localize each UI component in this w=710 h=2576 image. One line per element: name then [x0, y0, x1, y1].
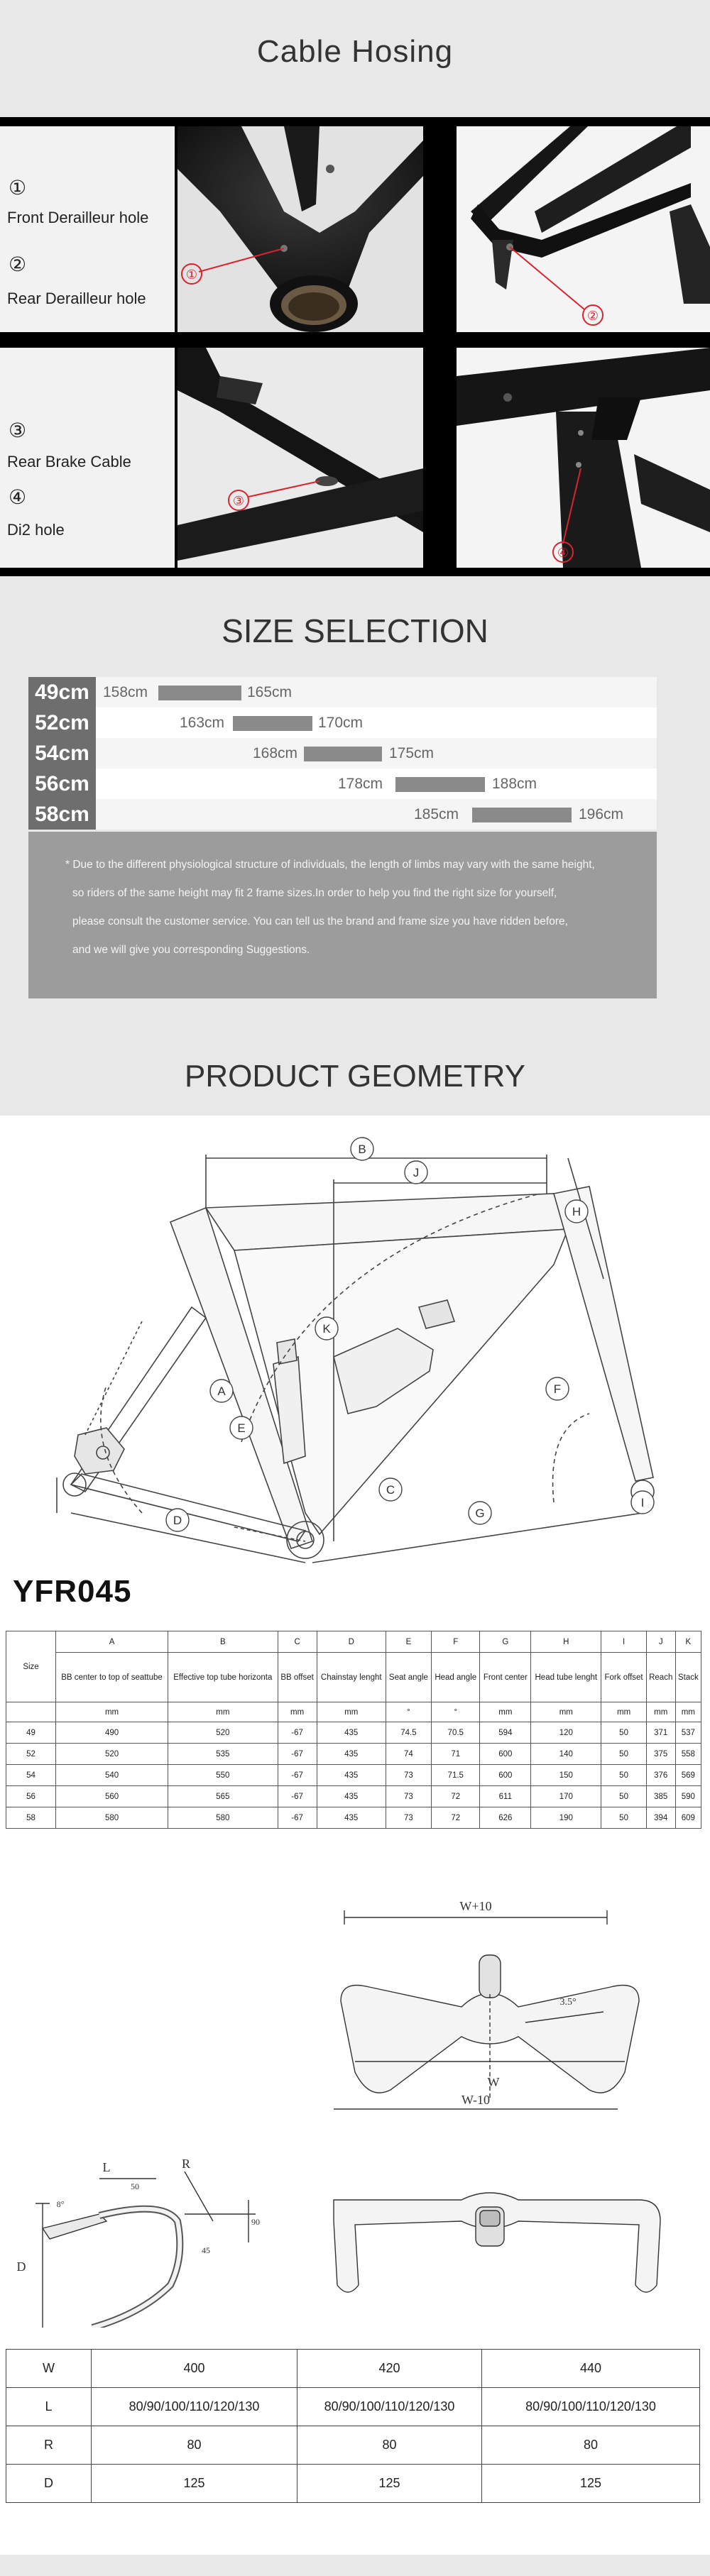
product-geometry-title: PRODUCT GEOMETRY: [185, 1059, 525, 1094]
cell: 71.5: [432, 1765, 480, 1786]
table-row: [6, 1744, 701, 1765]
cell: 125: [482, 2465, 700, 2503]
col-header: Effective top tube horizonta: [168, 1653, 278, 1702]
height-range-bar: [304, 747, 382, 761]
dim-45: 45: [202, 2245, 210, 2255]
cell: 565: [168, 1786, 278, 1807]
col-header: Stack: [675, 1653, 701, 1702]
callout-3-symbol: ③: [9, 419, 27, 441]
geo-label-d: D: [173, 1514, 182, 1527]
cell: 80: [92, 2426, 297, 2465]
col-header: Chainstay lenght: [317, 1653, 386, 1702]
cell: -67: [278, 1722, 317, 1744]
cell: 558: [675, 1744, 701, 1765]
col-header: Front center: [480, 1653, 531, 1702]
col-header: Seat angle: [386, 1653, 431, 1702]
height-min: 178cm: [338, 776, 383, 792]
col-unit: mm: [480, 1702, 531, 1722]
note-line-4: and we will give you corresponding Suggestions.: [72, 944, 310, 956]
cell: L: [6, 2388, 92, 2426]
geometry-table: [6, 1631, 701, 1829]
cell: 74.5: [386, 1722, 431, 1744]
page-footer: [0, 2555, 710, 2576]
di2-hole-label: Di2 hole: [7, 521, 65, 539]
table-header-row: [6, 1653, 701, 1702]
cell: 609: [675, 1807, 701, 1829]
col-letter: I: [601, 1631, 646, 1653]
cell: 600: [480, 1744, 531, 1765]
col-unit: mm: [646, 1702, 675, 1722]
geometry-diagram: [0, 1116, 710, 1570]
table-row: [6, 1807, 701, 1829]
cell: -67: [278, 1786, 317, 1807]
callout-2-symbol: ②: [9, 253, 27, 275]
col-letter: J: [646, 1631, 675, 1653]
cell: 611: [480, 1786, 531, 1807]
size-label: 56cm: [28, 769, 96, 799]
cell: -67: [278, 1744, 317, 1765]
photo-callout-4: ④: [557, 546, 569, 560]
cell: 435: [317, 1722, 386, 1744]
cell: 80/90/100/110/120/130: [482, 2388, 700, 2426]
cell: 80: [482, 2426, 700, 2465]
cell: 50: [601, 1722, 646, 1744]
cell: 50: [601, 1807, 646, 1829]
note-line-2: so riders of the same height may fit 2 frame sizes.In order to help you find the right size for yourself,: [72, 887, 557, 899]
cell: 371: [646, 1722, 675, 1744]
photo-callout-1: ①: [185, 268, 198, 282]
size-selection-title: SIZE SELECTION: [222, 612, 488, 649]
callout-1-symbol: ①: [9, 177, 27, 199]
cell: 80/90/100/110/120/130: [297, 2388, 482, 2426]
col-header: Reach: [646, 1653, 675, 1702]
col-unit: °: [386, 1702, 431, 1722]
cell: 490: [56, 1722, 168, 1744]
dim-w-plus-10: W+10: [459, 1899, 492, 1913]
height-min: 163cm: [180, 715, 225, 731]
size-row-49: [28, 677, 657, 708]
cell: 71: [432, 1744, 480, 1765]
cell: 569: [675, 1765, 701, 1786]
cell: 74: [386, 1744, 431, 1765]
col-header: Head tube lenght: [531, 1653, 601, 1702]
size-row-56: [28, 769, 657, 799]
table-letter-row: [6, 1631, 701, 1653]
rear-brake-cable-label: Rear Brake Cable: [7, 453, 131, 470]
cell: 535: [168, 1744, 278, 1765]
geo-label-c: C: [386, 1483, 395, 1497]
geo-label-f: F: [553, 1382, 562, 1396]
geo-label-h: H: [572, 1205, 581, 1218]
height-range-bar: [395, 777, 485, 792]
note-line-1: * Due to the different physiological structure of individuals, the length of limbs may vary with the same height,: [65, 859, 595, 871]
cell: 58: [6, 1807, 56, 1829]
geo-label-j: J: [413, 1166, 420, 1179]
cell: 140: [531, 1744, 601, 1765]
cell: 80: [297, 2426, 482, 2465]
cell: -67: [278, 1765, 317, 1786]
size-header: Size: [6, 1631, 56, 1702]
geo-label-i: I: [640, 1496, 645, 1509]
rear-brake-cable-photo: [178, 348, 423, 568]
col-letter: B: [168, 1631, 278, 1653]
height-max: 196cm: [579, 806, 624, 822]
dim-50: 50: [131, 2181, 139, 2191]
cell: 56: [6, 1786, 56, 1807]
photo-callout-3: ③: [232, 494, 245, 508]
cell: 550: [168, 1765, 278, 1786]
cell: 537: [675, 1722, 701, 1744]
cell: 580: [168, 1807, 278, 1829]
cable-hosing-title: Cable Hosing: [256, 34, 454, 69]
size-row-52: [28, 708, 657, 738]
cable-hosing-header: [0, 0, 710, 117]
cable-legend-panel-1: [0, 126, 175, 332]
size-row-58: [28, 799, 657, 830]
col-letter: G: [480, 1631, 531, 1653]
size-row-54: [28, 738, 657, 769]
col-unit: mm: [278, 1702, 317, 1722]
col-letter: A: [56, 1631, 168, 1653]
rear-derailleur-photo: [457, 126, 710, 332]
col-header: BB offset: [278, 1653, 317, 1702]
col-unit: mm: [675, 1702, 701, 1722]
cell: 73: [386, 1786, 431, 1807]
cell: 190: [531, 1807, 601, 1829]
cell: 385: [646, 1786, 675, 1807]
cell: 626: [480, 1807, 531, 1829]
col-letter: F: [432, 1631, 480, 1653]
table-row: [6, 2388, 700, 2426]
cell: 50: [601, 1765, 646, 1786]
col-header: Fork offset: [601, 1653, 646, 1702]
dim-w-minus-10: W-10: [462, 2093, 490, 2107]
cell: 52: [6, 1744, 56, 1765]
cell: 120: [531, 1722, 601, 1744]
height-range-bar: [472, 808, 572, 822]
height-max: 175cm: [389, 745, 435, 761]
cell: 594: [480, 1722, 531, 1744]
handlebar-drawings: [0, 1888, 710, 2328]
callout-4-symbol: ④: [9, 486, 27, 508]
geo-label-k: K: [322, 1322, 331, 1336]
col-header: BB center to top of seattube: [56, 1653, 168, 1702]
cell: 560: [56, 1786, 168, 1807]
cell: 520: [56, 1744, 168, 1765]
col-letter: E: [386, 1631, 431, 1653]
col-unit: °: [432, 1702, 480, 1722]
cell: 400: [92, 2350, 297, 2388]
table-row: [6, 1765, 701, 1786]
cell: -67: [278, 1807, 317, 1829]
height-min: 185cm: [414, 806, 459, 822]
geo-label-b: B: [358, 1143, 366, 1156]
cell: 590: [675, 1786, 701, 1807]
handlebar-size-table: [6, 2349, 700, 2503]
height-min: 168cm: [253, 745, 298, 761]
geo-label-a: A: [217, 1385, 226, 1398]
size-label: 58cm: [28, 799, 96, 830]
cell: 49: [6, 1722, 56, 1744]
photo-callout-2: ②: [586, 309, 599, 323]
cell: 170: [531, 1786, 601, 1807]
cell: 435: [317, 1765, 386, 1786]
cell: 435: [317, 1744, 386, 1765]
cell: 376: [646, 1765, 675, 1786]
dim-r: R: [181, 2157, 191, 2171]
table-unit-row: [6, 1702, 701, 1722]
di2-hole-photo: [457, 348, 710, 568]
table-row: [6, 2426, 700, 2465]
dim-w: W: [487, 2075, 500, 2089]
height-max: 188cm: [492, 776, 537, 792]
cell: 125: [297, 2465, 482, 2503]
dim-l: L: [102, 2160, 111, 2174]
size-selection-note: [28, 832, 657, 998]
height-max: 165cm: [247, 684, 293, 700]
dim-angle-8: 8°: [56, 2199, 65, 2209]
cell: 72: [432, 1807, 480, 1829]
note-line-3: please consult the customer service. You can tell us the brand and frame size you have ridden before,: [72, 915, 568, 928]
dim-d: D: [16, 2259, 26, 2274]
geo-label-g: G: [475, 1507, 485, 1520]
cell: 70.5: [432, 1722, 480, 1744]
cell: 375: [646, 1744, 675, 1765]
cell: 440: [482, 2350, 700, 2388]
col-header: Head angle: [432, 1653, 480, 1702]
size-label: 54cm: [28, 738, 96, 769]
table-row: [6, 1786, 701, 1807]
col-unit: mm: [531, 1702, 601, 1722]
table-row: [6, 1722, 701, 1744]
cell: W: [6, 2350, 92, 2388]
front-derailleur-hole-label: Front Derailleur hole: [7, 209, 149, 226]
cell: 150: [531, 1765, 601, 1786]
size-label: 49cm: [28, 677, 96, 708]
cable-legend-panel-2: [0, 348, 175, 568]
cell: 435: [317, 1807, 386, 1829]
product-geometry-header: [0, 1030, 710, 1116]
col-letter: C: [278, 1631, 317, 1653]
model-name: YFR045: [13, 1574, 132, 1609]
cell: 50: [601, 1786, 646, 1807]
cell: 520: [168, 1722, 278, 1744]
col-unit: mm: [168, 1702, 278, 1722]
col-unit: mm: [56, 1702, 168, 1722]
table-row: [6, 2465, 700, 2503]
cell: 540: [56, 1765, 168, 1786]
dim-90: 90: [251, 2217, 260, 2227]
rear-derailleur-hole-label: Rear Derailleur hole: [7, 290, 146, 307]
size-label: 52cm: [28, 708, 96, 738]
height-max: 170cm: [318, 715, 364, 731]
cell: D: [6, 2465, 92, 2503]
table-row: [6, 2350, 700, 2388]
dim-angle: 3.5°: [559, 1997, 577, 2008]
cell: 394: [646, 1807, 675, 1829]
cell: 600: [480, 1765, 531, 1786]
col-letter: D: [317, 1631, 386, 1653]
cell: 73: [386, 1765, 431, 1786]
col-unit: mm: [317, 1702, 386, 1722]
height-range-bar: [233, 716, 312, 731]
col-letter: K: [675, 1631, 701, 1653]
front-derailleur-photo: [178, 126, 423, 332]
cell: 72: [432, 1786, 480, 1807]
cell: 420: [297, 2350, 482, 2388]
cell: R: [6, 2426, 92, 2465]
col-unit: mm: [601, 1702, 646, 1722]
height-range-bar: [158, 686, 241, 700]
cell: 73: [386, 1807, 431, 1829]
col-letter: H: [531, 1631, 601, 1653]
cell: 80/90/100/110/120/130: [92, 2388, 297, 2426]
cell: 435: [317, 1786, 386, 1807]
geo-label-e: E: [237, 1421, 246, 1435]
cell: 54: [6, 1765, 56, 1786]
cell: 50: [601, 1744, 646, 1765]
height-min: 158cm: [103, 684, 148, 700]
cell: 580: [56, 1807, 168, 1829]
cell: 125: [92, 2465, 297, 2503]
